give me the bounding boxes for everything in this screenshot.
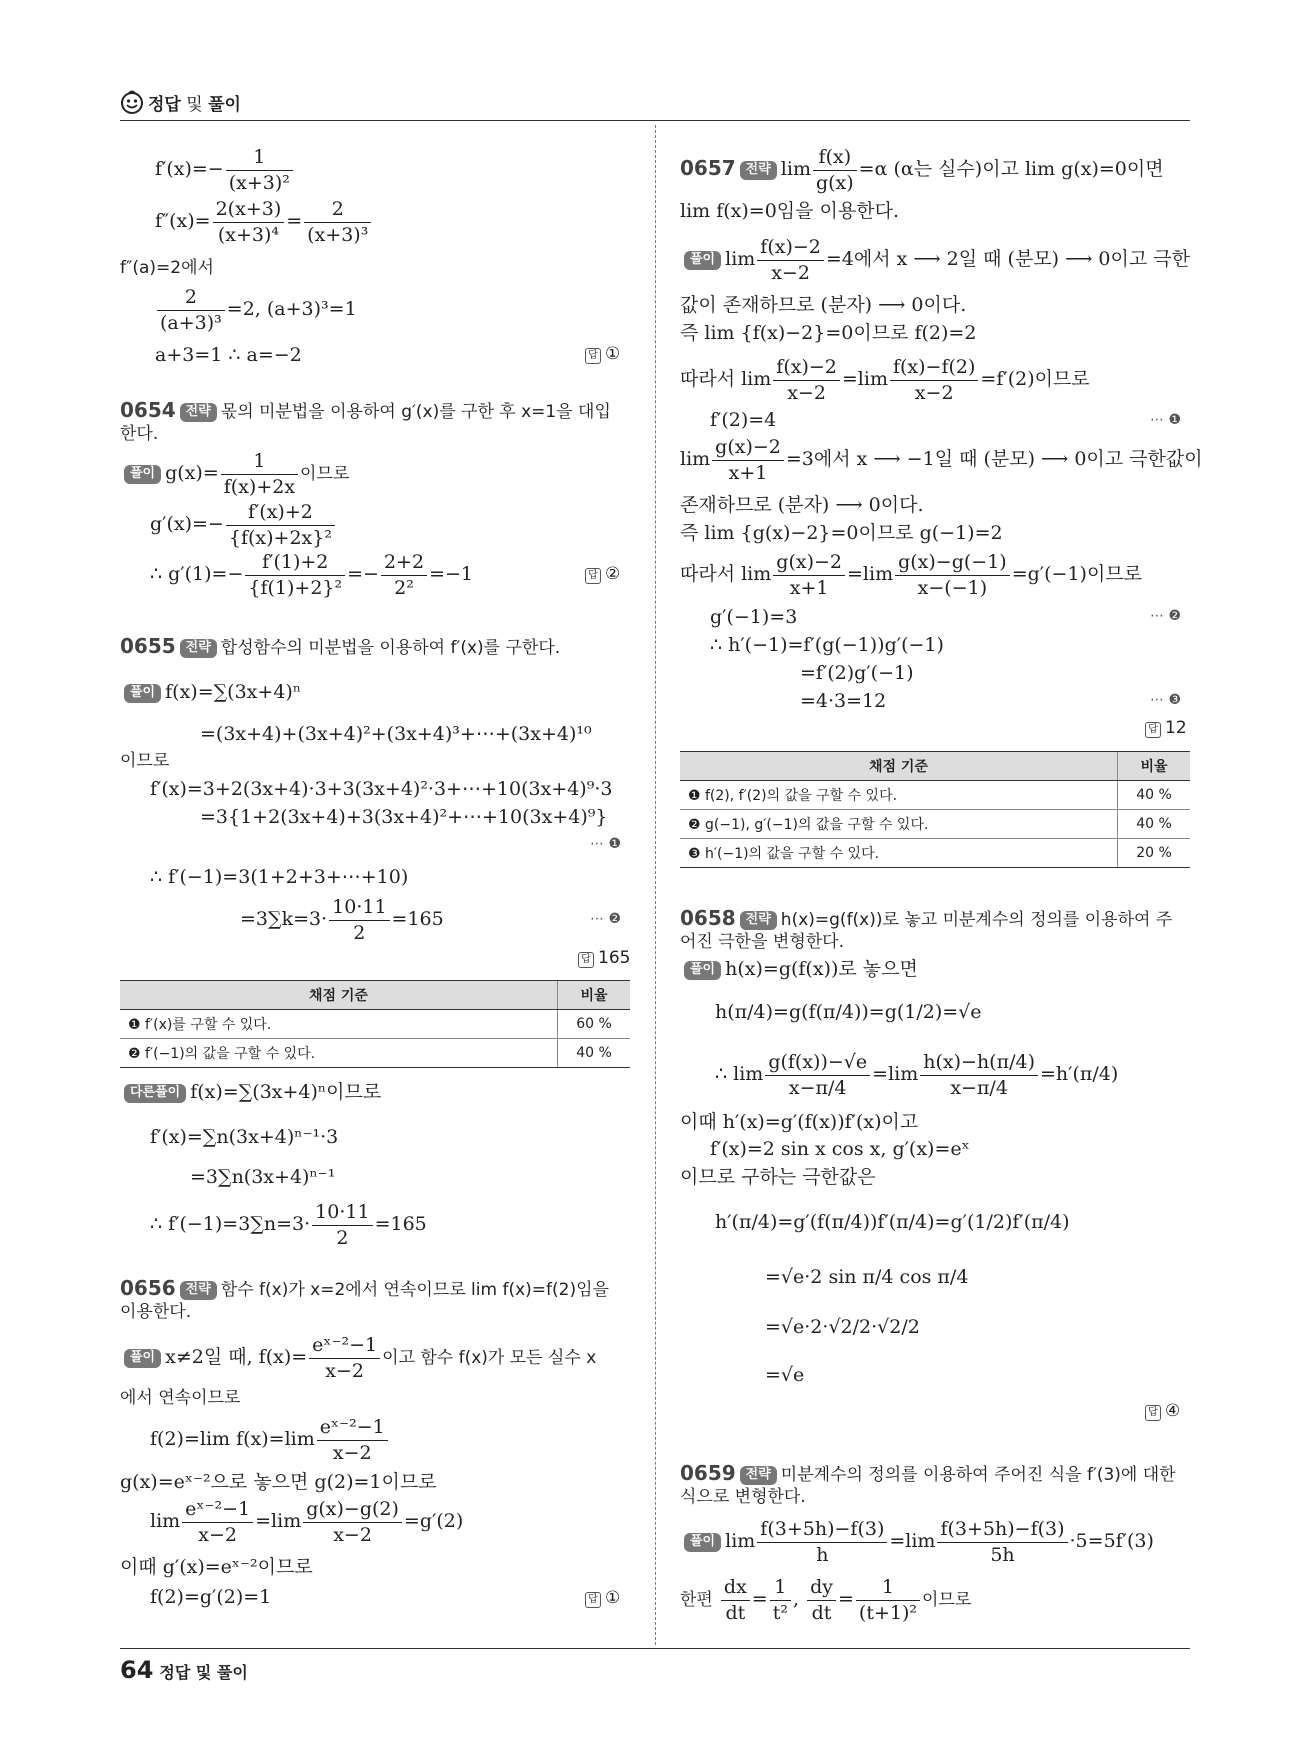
- eq-line: 즉 lim {f(x)−2}=0이므로 f(2)=2: [680, 322, 977, 344]
- problem-0655-solution: 풀이 f(x)=∑(3x+4)ⁿ: [120, 680, 301, 705]
- eq-line: f(2)=lim f(x)=lim $\frac{\text{eˣ⁻²−1}}{x-2}$: [150, 1415, 390, 1465]
- eq-line: =(3x+4)+(3x+4)²+(3x+4)³+⋯+(3x+4)¹⁰: [200, 723, 592, 745]
- answer-icon: 답: [585, 348, 601, 364]
- answer-mark: 답 ①: [585, 343, 620, 365]
- table-row: ❶ f(2), f′(2)의 값을 구할 수 있다. 40 %: [680, 781, 1190, 810]
- problem-0657-solution: 풀이 lim $\frac{f(x)-2}{x-2}$ =4에서 x ⟶ 2일 때 (분모) ⟶ 0이고 극한: [680, 235, 1190, 285]
- table-header: 채점 기준: [680, 752, 1118, 781]
- eq-line: g′(x)=− $\frac{f'(x)+2}{\text{\{f(x)+2x\}²}}$: [150, 500, 337, 550]
- page-number: 64: [120, 1656, 154, 1684]
- eq-line: lim $\frac{g(x)-2}{x+1}$ =3에서 x ⟶ −1일 때 (분모) ⟶ 0이고 극한값이: [680, 436, 1203, 484]
- problem-0658-solution: 풀이 h(x)=g(f(x))로 놓으면: [680, 957, 918, 982]
- eq-line: f′(x)=3+2(3x+4)·3+3(3x+4)²·3+⋯+10(3x+4)⁹·3: [150, 778, 613, 800]
- footer-label: 정답 및 풀이: [159, 1663, 248, 1682]
- strategy-line: 한다.: [120, 424, 159, 444]
- step-mark: ⋯ ❸: [1150, 692, 1182, 708]
- answer-icon: 답: [1145, 1405, 1161, 1421]
- eq-line: ∴ h′(−1)=f′(g(−1))g′(−1): [710, 634, 944, 656]
- eq-line: 에서 연속이므로: [120, 1388, 241, 1408]
- eq-line: =3∑n(3x+4)ⁿ⁻¹: [190, 1166, 336, 1188]
- eq-line: a+3=1 ∴ a=−2: [155, 344, 302, 366]
- smiley-logo-icon: [120, 90, 144, 114]
- step-mark: ⋯ ❶: [1150, 412, 1182, 428]
- eq-line: =f′(2)g′(−1): [800, 662, 914, 684]
- eq-line: 이때 h′(x)=g′(f(x))f′(x)이고: [680, 1111, 919, 1133]
- eq-line: $\frac{2}{\text{(a+3)³}}$ =2, (a+3)³=1: [155, 285, 357, 335]
- problem-0654-strategy: 0654 전략 몫의 미분법을 이용하여 g′(x)를 구한 후 x=1을 대입: [120, 398, 611, 422]
- eq-line: 이때 g′(x)=eˣ⁻²이므로: [120, 1556, 313, 1578]
- eq-line: f″(a)=2에서: [120, 258, 214, 278]
- eq-line: 이므로: [120, 751, 170, 771]
- eq-line: 값이 존재하므로 (분자) ⟶ 0이다.: [680, 294, 967, 316]
- problem-0655-strategy: 0655 전략 합성함수의 미분법을 이용하여 f′(x)를 구한다.: [120, 634, 561, 658]
- eq-line: 즉 lim {g(x)−2}=0이므로 g(−1)=2: [680, 522, 1003, 544]
- scoring-table: [120, 980, 630, 1068]
- header-title: 정답 및 풀이: [148, 95, 241, 115]
- eq-line: f′(x)=∑n(3x+4)ⁿ⁻¹·3: [150, 1126, 339, 1148]
- eq-line: h(π/4)=g(f(π/4))=g(1/2)=√e: [715, 1001, 982, 1023]
- eq-line: =√e·2·√2/2·√2/2: [765, 1316, 920, 1338]
- scoring-table: [680, 751, 1190, 868]
- table-row: ❷ f′(−1)의 값을 구할 수 있다. 40 %: [120, 1039, 630, 1068]
- problem-0659-solution: 풀이 lim $\frac{f(3+5h)-f(3)}{h}$ =lim $\frac{f(3+5h)-f(3)}{5h}$ ·5=5f′(3): [680, 1517, 1154, 1567]
- eq-line: 이므로 구하는 극한값은: [680, 1166, 876, 1188]
- eq-line: 따라서 lim $\frac{g(x)-2}{x+1}$ =lim $\frac{g(x)-g(-1)}{x-(-1)}$ =g′(−1)이므로: [680, 551, 1143, 599]
- eq-line: 따라서 lim $\frac{f(x)-2}{x-2}$ =lim $\frac{f(x)-f(2)}{x-2}$ =f′(2)이므로: [680, 356, 1090, 404]
- answer-mark: 답 165: [578, 947, 630, 969]
- answer-mark: 답 12: [1145, 717, 1187, 739]
- step-mark: ⋯ ❶: [590, 836, 622, 852]
- eq-line: f″(x)= $\frac{2(x+3)}{\text{(x+3)⁴}}$ = $\frac{2}{\text{(x+3)³}}$: [155, 197, 373, 247]
- eq-line: lim $\frac{\text{eˣ⁻²−1}}{x-2}$ =lim $\frac{g(x)-g(2)}{x-2}$ =g′(2): [150, 1498, 464, 1546]
- eq-line: =4·3=12: [800, 690, 887, 712]
- eq-line: =√e: [765, 1364, 805, 1386]
- page-footer: [120, 1656, 248, 1684]
- eq-line: h′(π/4)=g′(f(π/4))f′(π/4)=g′(1/2)f′(π/4): [715, 1211, 1070, 1233]
- alt-solution: 다른풀이 f(x)=∑(3x+4)ⁿ이므로: [120, 1080, 381, 1105]
- table-row: ❶ f′(x)를 구할 수 있다. 60 %: [120, 1010, 630, 1039]
- eq-line: =3∑k=3· $\frac{10\cdot 11}{2}$ =165: [240, 896, 444, 944]
- eq-line: ∴ f′(−1)=3∑n=3· $\frac{10\cdot 11}{2}$ =165: [150, 1201, 427, 1249]
- strategy-line: 식으로 변형한다.: [680, 1487, 806, 1507]
- eq-line: g(x)=eˣ⁻²으로 놓으면 g(2)=1이므로: [120, 1471, 437, 1493]
- eq-line: ∴ g′(1)=− $\frac{f'(1)+2}{\text{\{f(1)+2\}²}}$ =− $\frac{2+2}{\text{2²}}$ =−1: [150, 551, 473, 599]
- footer-rule: [120, 1648, 1190, 1649]
- problem-0658-strategy: 0658 전략 h(x)=g(f(x))로 놓고 미분계수의 정의를 이용하여 주: [680, 906, 1173, 930]
- problem-0657-strategy: 0657 전략 lim $\frac{f(x)}{g(x)}$ =α (α는 실수)이고 lim g(x)=0이면: [680, 146, 1164, 194]
- answer-icon: 답: [578, 952, 594, 968]
- eq-line: f(2)=g′(2)=1: [150, 1586, 272, 1608]
- table-header: 채점 기준: [120, 981, 558, 1010]
- eq-line: =√e·2 sin π/4 cos π/4: [765, 1266, 969, 1288]
- page-header: [120, 88, 1190, 121]
- column-divider: [655, 125, 656, 1645]
- strategy-line: 어진 극한을 변형한다.: [680, 932, 845, 952]
- step-mark: ⋯ ❷: [1150, 608, 1182, 624]
- eq-line: f′(x)=− $\frac{1}{\text{(x+3)²}}$: [155, 145, 295, 195]
- problem-0654-solution: 풀이 g(x)= $\frac{1}{f(x)+2x}$ 이므로: [120, 449, 349, 499]
- problem-0656-strategy: 0656 전략 함수 f(x)가 x=2에서 연속이므로 lim f(x)=f(2)임을: [120, 1276, 609, 1300]
- eq-line: 존재하므로 (분자) ⟶ 0이다.: [680, 494, 924, 516]
- table-row: ❷ g(−1), g′(−1)의 값을 구할 수 있다. 40 %: [680, 810, 1190, 839]
- eq-line: f′(x)=2 sin x cos x, g′(x)=eˣ: [710, 1138, 970, 1160]
- eq-line: ∴ lim $\frac{g(f(x))-√e}{x-\pi/4}$ =lim $\frac{h(x)-h(\pi/4)}{x-\pi/4}$ =h′(π/4): [715, 1051, 1119, 1099]
- table-header: 비율: [1118, 752, 1191, 781]
- strategy-line: 이용한다.: [120, 1302, 192, 1322]
- eq-line: =3{1+2(3x+4)+3(3x+4)²+⋯+10(3x+4)⁹}: [200, 806, 608, 828]
- strategy-line: lim f(x)=0임을 이용한다.: [680, 200, 899, 222]
- table-header: 비율: [558, 981, 631, 1010]
- step-mark: ⋯ ❷: [590, 911, 622, 927]
- table-row: ❸ h′(−1)의 값을 구할 수 있다. 20 %: [680, 839, 1190, 868]
- answer-icon: 답: [585, 1592, 601, 1608]
- answer-icon: 답: [1145, 722, 1161, 738]
- eq-line: g′(−1)=3: [710, 606, 798, 628]
- eq-line: f′(2)=4: [710, 409, 777, 431]
- answer-icon: 답: [585, 568, 601, 584]
- eq-line: 한편 $\frac{dx}{dt}$ = $\frac{1}{\text{t²}}$ , $\frac{dy}{dt}$ = $\frac{1}{\text{(t+1)²}}$ 이므로: [680, 1576, 972, 1624]
- problem-0659-strategy: 0659 전략 미분계수의 정의를 이용하여 주어진 식을 f′(3)에 대한: [680, 1461, 1176, 1485]
- answer-mark: 답 ④: [1145, 1400, 1180, 1422]
- answer-mark: 답 ①: [585, 1587, 620, 1609]
- eq-line: ∴ f′(−1)=3(1+2+3+⋯+10): [150, 866, 409, 888]
- problem-0656-solution: 풀이 x≠2일 때, f(x)= $\frac{\text{eˣ⁻²−1}}{x-2}$ 이고 함수 f(x)가 모든 실수 x: [120, 1333, 596, 1383]
- answer-mark: 답 ②: [585, 563, 620, 585]
